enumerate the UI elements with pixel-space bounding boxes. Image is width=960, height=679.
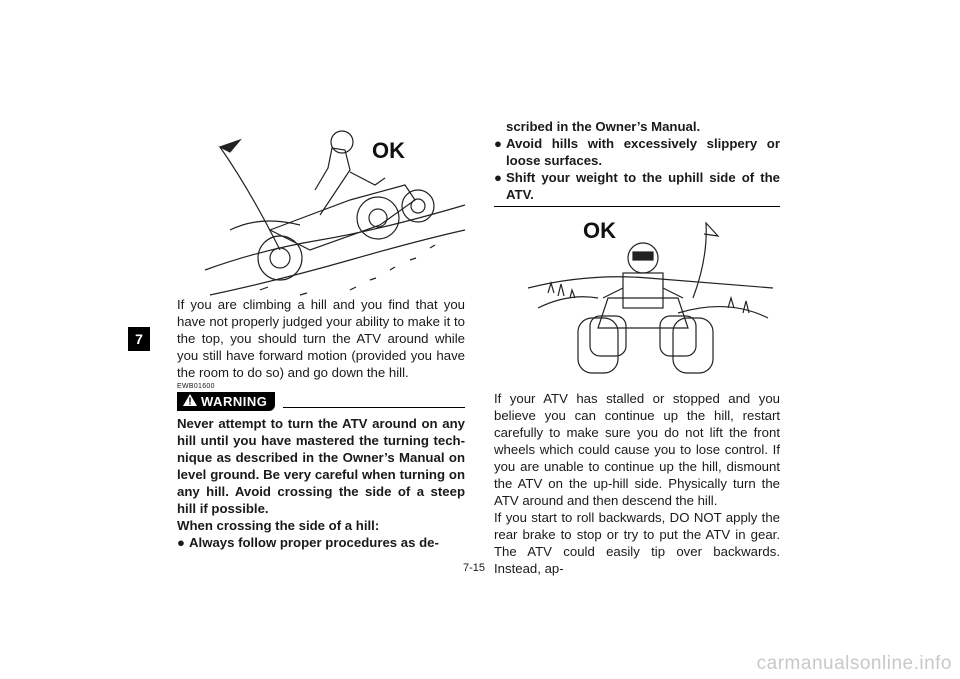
warning-paragraph: Never attempt to turn the ATV around on any hill until you have mastered the turning tech-nique as described in the Owner’s Manual on level ground. Be very careful when turning on any hill. Avoid crossing the side of a steep hill if possible. <box>177 416 465 516</box>
atv-climbing-illustration <box>200 130 470 300</box>
bullet-icon: ● <box>177 535 185 550</box>
paragraph-1: If your ATV has stalled or stopped and you believe you can continue up the hill, restart carefully to make sure you do not lift the front wheels which could cause you to lose control. If you are unable to continue up the hill, dismount the ATV on the up-hill side. Physically turn the ATV around and then descend the hill. <box>494 391 780 508</box>
bullet-2-text: Avoid hills with excessively slippery or loose surfaces. <box>506 136 780 168</box>
chapter-tab: 7 <box>128 327 150 351</box>
bullet-1 <box>177 534 465 551</box>
warning-triangle-icon <box>183 394 197 409</box>
warning-code: EWB01600 <box>177 383 215 390</box>
bullet-3 <box>494 169 780 203</box>
bullet-icon: ● <box>494 136 502 151</box>
crossing-heading: When crossing the side of a hill: <box>177 518 380 533</box>
section-rule <box>494 206 780 207</box>
left-column <box>177 296 465 551</box>
right-column <box>494 118 780 207</box>
warning-badge <box>177 392 275 411</box>
intro-paragraph: If you are climbing a hill and you find that you have not properly judged your ability to make it to the top, you should turn the ATV around while you still have forward motion (provided you have the room to do so) and go down the hill. <box>177 297 465 380</box>
right-column-lower <box>494 390 780 577</box>
warning-rule <box>283 395 465 408</box>
atv-front-illustration <box>528 218 773 388</box>
ok-label-right: OK <box>583 218 616 243</box>
ok-label-top: OK <box>372 138 405 163</box>
warning-header <box>177 392 465 411</box>
bullet-1-continued: scribed in the Owner’s Manual. <box>506 119 701 134</box>
bullet-3-text: Shift your weight to the uphill side of the ATV. <box>506 170 780 202</box>
warning-label: WARNING <box>201 394 268 409</box>
page-number: 7-15 <box>463 562 486 574</box>
bullet-2 <box>494 135 780 169</box>
bullet-1-text: Always follow proper procedures as de- <box>189 535 439 550</box>
bullet-icon: ● <box>494 170 502 185</box>
paragraph-2: If you start to roll backwards, DO NOT apply the rear brake to stop or try to put the ATV in gear. The ATV could easily tip over backwards. Instead, ap- <box>494 510 780 576</box>
watermark: carmanualsonline.info <box>756 653 952 674</box>
